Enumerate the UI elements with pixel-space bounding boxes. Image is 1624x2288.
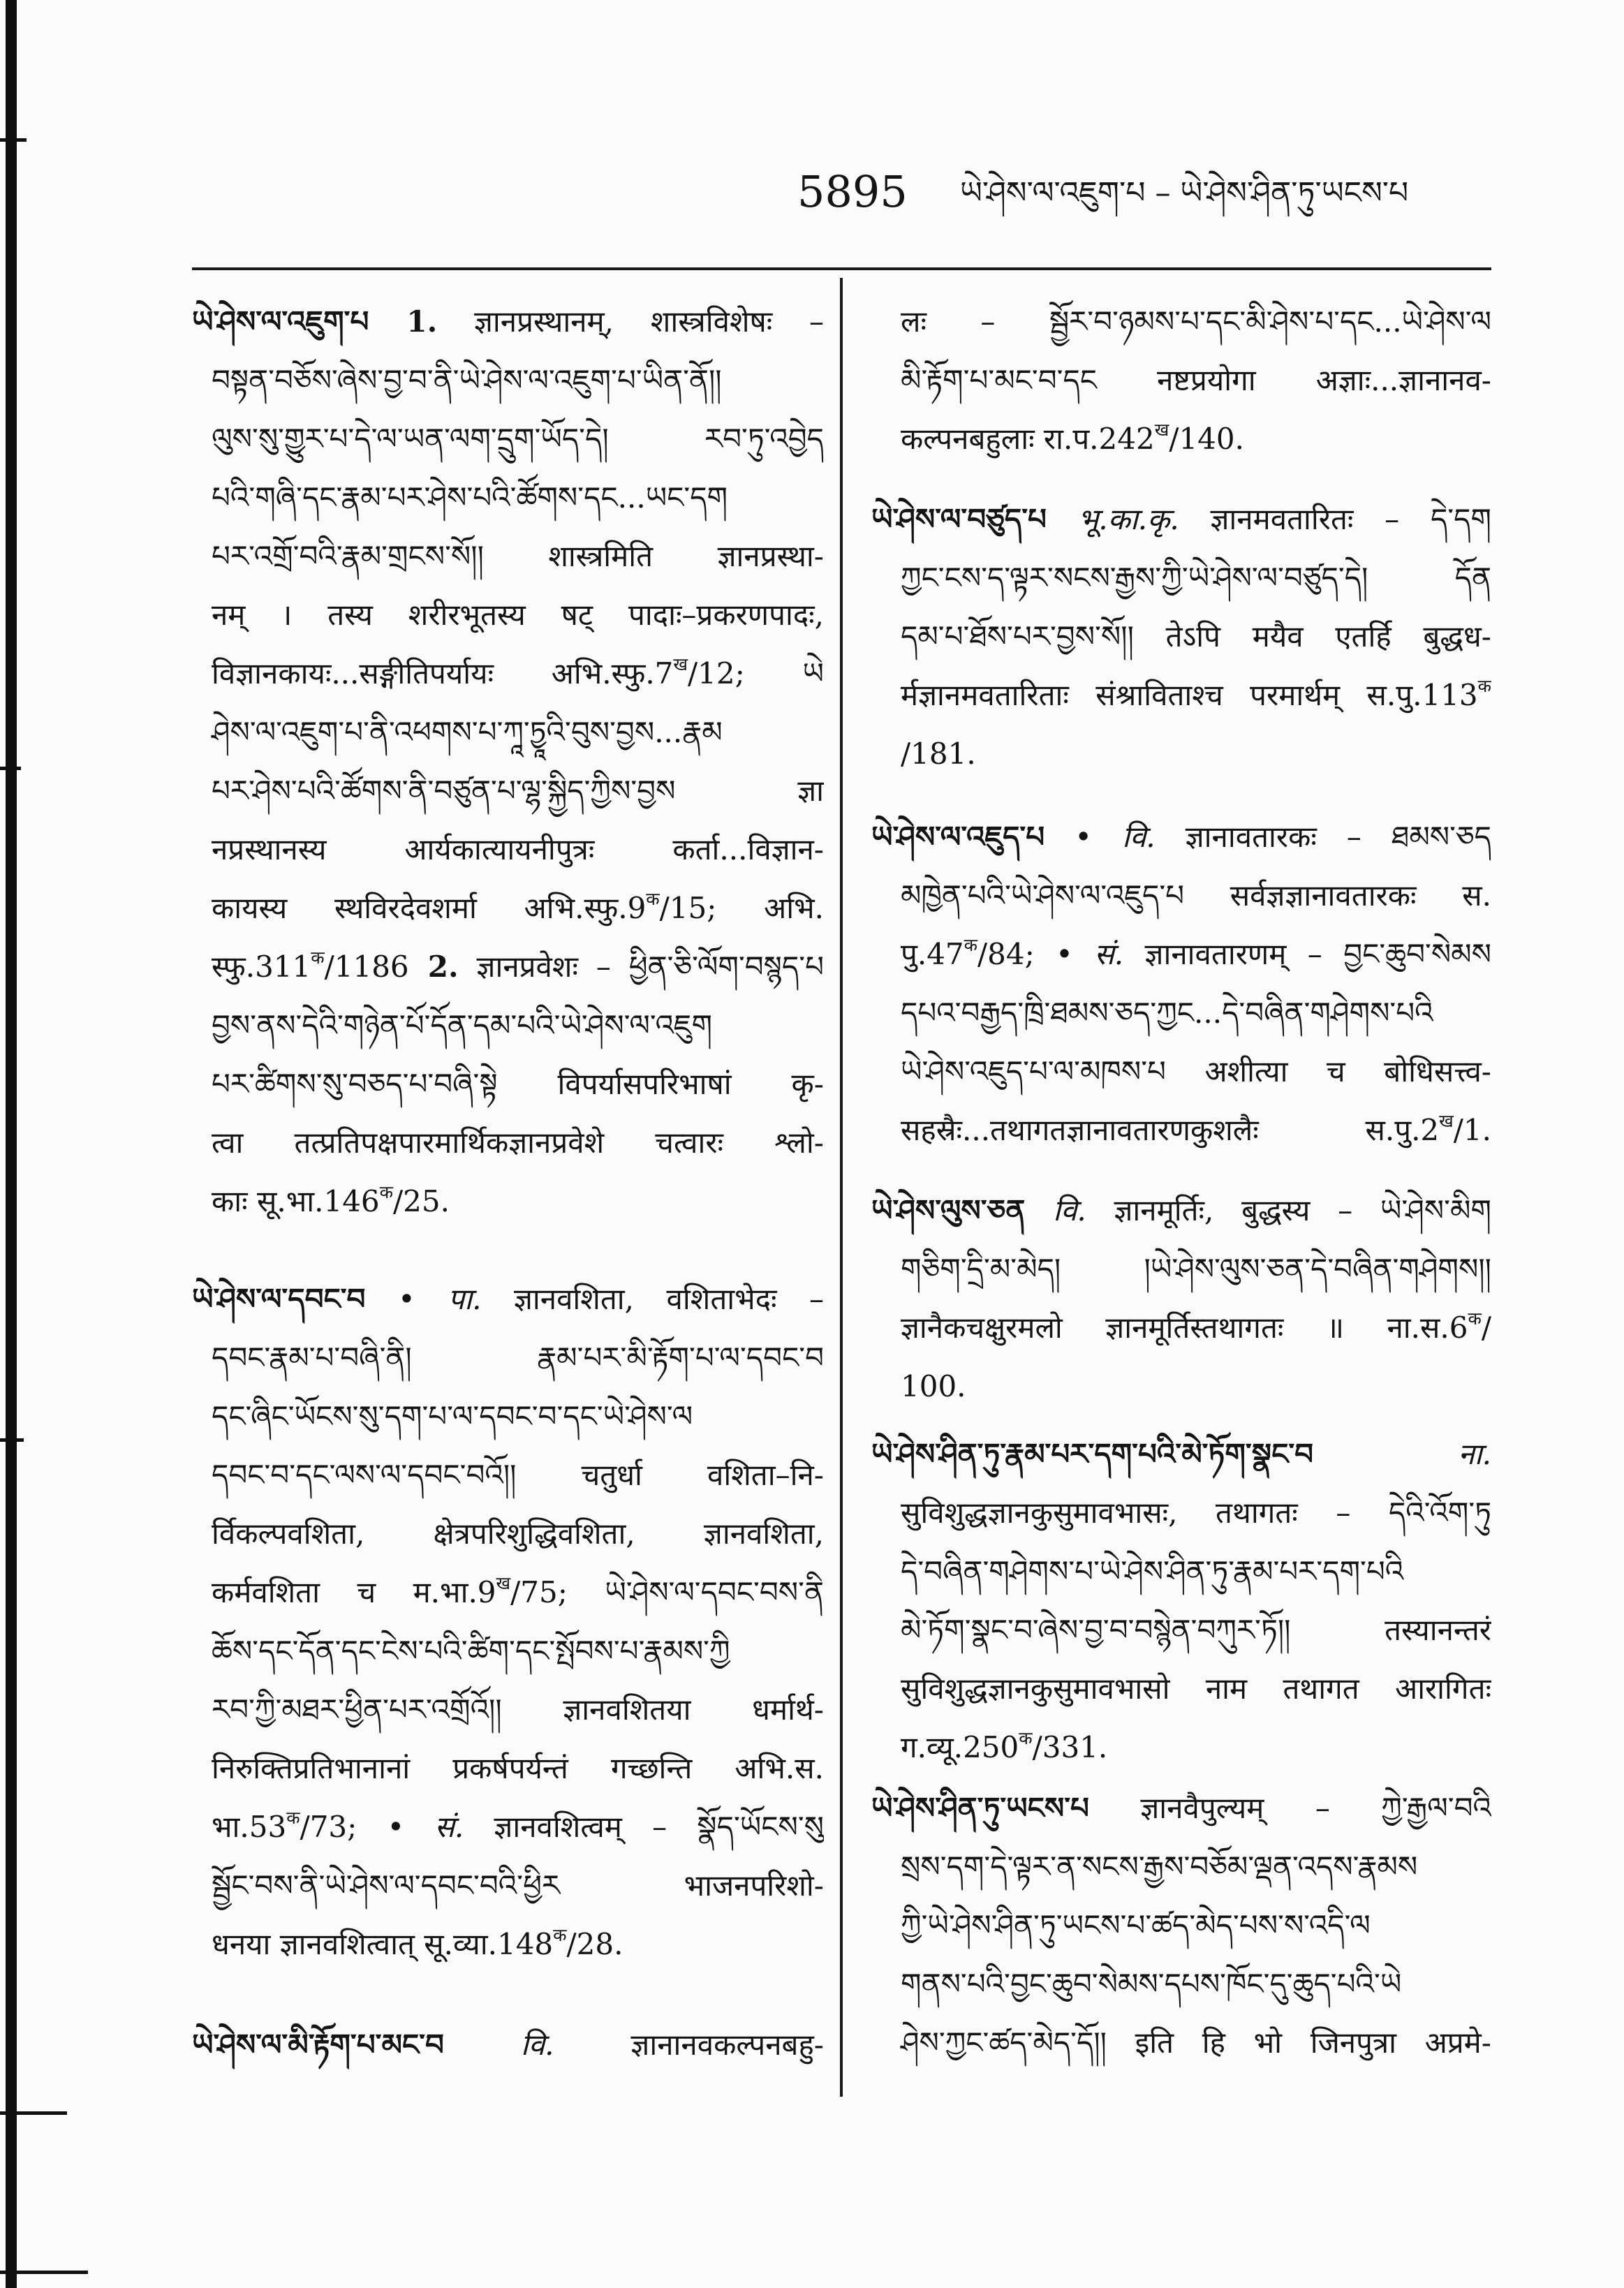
entry-text: कल्पनबहुलाः रा.प.242 bbox=[901, 422, 1155, 456]
entry-line bbox=[871, 293, 1491, 351]
entry-text: པར་འགྲོ་བའི་རྣམ་གྲངས་སོ།། शास्त्रमिति ज्ञानप्रस्था- bbox=[212, 539, 824, 573]
bullet: • bbox=[365, 1282, 415, 1316]
entry-text: མཁྱེན་པའི་ཡེ་ཤེས་ལ་འཇུད་པ सर्वज्ञज्ञानावतारकः स. bbox=[901, 878, 1491, 913]
entry-text: सुविशुद्धज्ञानकुसुमावभासः, तथागतः – དེའི་འོག་ཏུ bbox=[901, 1496, 1491, 1530]
entry-text: पु.47 bbox=[901, 937, 964, 971]
entry-text: ཀྱང་ངས་ད་ལྟར་སངས་རྒྱས་ཀྱི་ཡེ་ཤེས་ལ་བཙུད་དེ། དོན bbox=[901, 561, 1491, 595]
running-head: ཡེ་ཤེས་ལ་འཇུག་པ – ཡེ་ཤེས་ཤིན་ཏུ་ཡངས་པ bbox=[960, 175, 1409, 211]
folio-side: क bbox=[379, 1182, 393, 1203]
scan-mark bbox=[0, 1438, 24, 1442]
entry-text: र्विकल्पवशिता, क्षेत्रपरिशुद्धिवशिता, ज्ञानवशिता, bbox=[212, 1516, 824, 1551]
entry-line bbox=[871, 490, 1491, 549]
bullet: • bbox=[1044, 820, 1092, 854]
entry-text: ज्ञानानवकल्पनबहु- bbox=[554, 2028, 824, 2062]
entry-text: དབང་རྣམ་པ་བཞི་ནི། རྣམ་པར་མི་རྟོག་པ་ལ་དབང་བ bbox=[212, 1341, 824, 1375]
folio-side: क bbox=[553, 1925, 567, 1946]
entry-text: ज्ञानवैपुल्यम् – ཀྱེ་རྒྱལ་བའི bbox=[1088, 1791, 1491, 1825]
entry-line bbox=[192, 468, 824, 527]
entry-text: དཔའ་བརྒྱད་ཁྲི་ཐམས་ཅད་ཀྱང...དེ་བཞིན་གཤེགས་པའི bbox=[901, 996, 1433, 1030]
entry-line bbox=[192, 996, 824, 1055]
entry-line bbox=[871, 666, 1491, 725]
entry-line bbox=[871, 1601, 1491, 1660]
folio-side: ख bbox=[673, 654, 688, 675]
folio-side: ख bbox=[496, 1573, 511, 1594]
dictionary-entry bbox=[192, 1270, 824, 1974]
entry-line bbox=[871, 808, 1491, 866]
entry-line bbox=[192, 1055, 824, 1114]
entry-line bbox=[192, 1857, 824, 1915]
headword: ཡེ་ཤེས་ལ་འཇུག་པ bbox=[192, 304, 369, 339]
headword: ཡེ་ཤེས་ལུས་ཅན bbox=[871, 1193, 1026, 1227]
entry-text: ལུས་སུ་གྱུར་པ་དེ་ལ་ཡན་ལག་དྲུག་ཡོད་དེ། རབ་ཏུ་འབྱེད bbox=[212, 422, 824, 456]
entry-line bbox=[871, 925, 1491, 984]
scan-mark bbox=[0, 767, 21, 770]
entry-text: 100. bbox=[901, 1369, 966, 1403]
entry-line bbox=[871, 984, 1491, 1042]
entry-line bbox=[871, 1425, 1491, 1484]
sense-number: 2. bbox=[408, 950, 459, 984]
headword: ཡེ་ཤེས་ལ་འཇུད་པ bbox=[871, 820, 1045, 854]
grammar-label: वि. bbox=[443, 2028, 554, 2062]
grammar-label: ना. bbox=[1313, 1437, 1491, 1471]
entry-line bbox=[192, 703, 824, 762]
entry-text: सहस्रैः...तथागतज्ञानावतारणकुशलैः स.पु.2 bbox=[901, 1113, 1440, 1147]
entry-text: नप्रस्थानस्य आर्यकात्यायनीपुत्रः कर्ता...विज्ञान- bbox=[212, 832, 824, 866]
headword: ཡེ་ཤེས་ལ་བཙུད་པ bbox=[871, 502, 1047, 536]
entry-text: ཀྱི་ཡེ་ཤེས་ཤིན་ཏུ་ཡངས་པ་ཚད་མེད་པས་ས་འདི་ལ bbox=[901, 1908, 1371, 1942]
entry-text: /25. bbox=[393, 1184, 450, 1218]
folio-side: क bbox=[286, 1808, 300, 1829]
scan-mark bbox=[0, 2111, 67, 2115]
entry-line bbox=[192, 1505, 824, 1563]
entry-text: / bbox=[1481, 1311, 1491, 1345]
entry-text: ज्ञानमवतारितः – དེ་དག bbox=[1179, 502, 1491, 536]
entry-text: ज्ञानावतारणम् – བྱང་ཆུབ་སེམས bbox=[1123, 937, 1491, 971]
entry-text: ज्ञानप्रवेशः – ཕྱིན་ཅི་ལོག་བསྙད་པ bbox=[458, 950, 824, 984]
entry-line bbox=[192, 879, 824, 938]
entry-text: /181. bbox=[901, 737, 976, 771]
entry-text: /1186 bbox=[324, 950, 409, 984]
right-column bbox=[871, 0, 1491, 2288]
dictionary-entry bbox=[871, 490, 1491, 783]
entry-line bbox=[192, 938, 824, 996]
entry-text: धनया ज्ञानवशित्वात् सू.व्या.148 bbox=[212, 1927, 554, 1961]
headword: ཡེ་ཤེས་ཤིན་ཏུ་ཡངས་པ bbox=[871, 1791, 1089, 1825]
left-column bbox=[192, 0, 824, 2288]
entry-line bbox=[871, 1101, 1491, 1160]
entry-text: མི་རྟོག་པ་མང་བ་དང नष्टप्रयोगा अज्ञाः...ज्ञानानव- bbox=[901, 363, 1491, 397]
entry-text: ज्ञानवशित्वम् – སྣོད་ཡོངས་སུ bbox=[464, 1810, 824, 1844]
entry-line bbox=[871, 1181, 1491, 1240]
entry-line bbox=[871, 1660, 1491, 1718]
entry-line bbox=[192, 586, 824, 644]
entry-line bbox=[871, 1838, 1491, 1896]
entry-line bbox=[192, 1563, 824, 1622]
column-divider bbox=[840, 278, 843, 2097]
entry-line bbox=[871, 549, 1491, 607]
page-number: 5895 bbox=[797, 166, 908, 217]
entry-text: དང་ཞིང་ཡོངས་སུ་དག་པ་ལ་དབང་བ་དང་ཡེ་ཤེས་ལ bbox=[212, 1399, 693, 1433]
headword: ཡེ་ཤེས་ལ་མི་རྟོག་པ་མང་བ bbox=[192, 2028, 444, 2062]
entry-text: པའི་གཞི་དང་རྣམ་པར་ཤེས་པའི་ཚོགས་དང...ཡང་དག bbox=[212, 480, 728, 515]
entry-line bbox=[192, 351, 824, 410]
entry-text: निरुक्तिप्रतिभानानां प्रकर्षपर्यन्तं गच्छन्ति अभि.स. bbox=[212, 1751, 824, 1785]
entry-text: /140. bbox=[1169, 422, 1244, 456]
dictionary-entry bbox=[871, 1779, 1491, 2072]
entry-text: सुविशुद्धज्ञानकुसुमावभासो नाम तथागत आरागितः bbox=[901, 1671, 1491, 1706]
entry-text: དམ་པ་ཐོས་པར་བྱས་སོ།། तेऽपि मयैव एतर्हि बुद्धध- bbox=[901, 619, 1491, 654]
entry-line bbox=[192, 1172, 824, 1231]
entry-line bbox=[871, 1240, 1491, 1299]
entry-line bbox=[871, 1896, 1491, 1955]
folio-side: क bbox=[646, 889, 660, 910]
entry-text: ཆོས་དང་དོན་དང་ངེས་པའི་ཚིག་དང་སྤོབས་པ་རྣམས་ཀྱི bbox=[212, 1634, 730, 1668]
entry-line bbox=[192, 1387, 824, 1446]
entry-line bbox=[871, 1357, 1491, 1416]
entry-text: /75; ཡེ་ཤེས་ལ་དབང་བས་ནི bbox=[510, 1575, 824, 1609]
entry-line bbox=[871, 1484, 1491, 1542]
entry-line bbox=[192, 820, 824, 879]
entry-line bbox=[192, 644, 824, 703]
entry-text: /15; अभि. bbox=[659, 891, 824, 925]
entry-line bbox=[192, 527, 824, 586]
entry-line bbox=[871, 1955, 1491, 2014]
entry-text: स्फु.311 bbox=[212, 950, 311, 984]
entry-text: र्मज्ञानमवतारिताः संश्राविताश्च परमार्थम् स.पु.113 bbox=[901, 678, 1478, 712]
folio-side: क bbox=[311, 947, 325, 968]
entry-text: པར་ཤེས་པའི་ཚོགས་ནི་བཙུན་པ་ལྷ་སྐྱིད་ཀྱིས་བྱས ज्ञा bbox=[212, 774, 824, 808]
entry-line bbox=[871, 351, 1491, 410]
entry-text: ཡེ་ཤེས་འཇུད་པ་ལ་མཁས་པ अशीत्या च बोधिसत्त्व- bbox=[901, 1054, 1491, 1088]
entry-line bbox=[192, 1446, 824, 1505]
entry-line bbox=[192, 410, 824, 468]
dictionary-entry bbox=[192, 293, 824, 1231]
dictionary-entry bbox=[871, 808, 1491, 1160]
headword: ཡེ་ཤེས་ལ་དབང་བ bbox=[192, 1282, 366, 1316]
entry-text: ཤེས་ཀྱང་ཚད་མེད་དོ།། इति हि भो जिनपुत्रा अप्रमे- bbox=[901, 2025, 1491, 2060]
folio-side: क bbox=[1468, 1308, 1482, 1329]
entry-line bbox=[871, 866, 1491, 925]
entry-text: विज्ञानकायः...सङ्गीतिपर्यायः अभि.स्फु.7 bbox=[212, 656, 674, 691]
entry-text: དབང་བ་དང་ལས་ལ་དབང་བའོ།། चतुर्धा वशिता–नि- bbox=[212, 1458, 824, 1492]
entry-text: དེ་བཞིན་གཤེགས་པ་ཡེ་ཤེས་ཤིན་ཏུ་རྣམ་པར་དག་པའི bbox=[901, 1554, 1404, 1588]
entry-line bbox=[871, 607, 1491, 666]
grammar-label: वि. bbox=[1092, 820, 1156, 854]
entry-text: ज्ञानावतारकः – ཐམས་ཅད bbox=[1155, 820, 1491, 854]
folio-side: क bbox=[1477, 676, 1491, 697]
entry-text: བསྟན་བཅོས་ཞེས་བྱ་བ་ནི་ཡེ་ཤེས་ལ་འཇུག་པ་ཡིན་ནོ།། bbox=[212, 363, 722, 397]
entry-text: གཅིག་དྲི་མ་མེད། །ཡེ་ཤེས་ལུས་ཅན་དེ་བཞིན་གཤེགས།། bbox=[901, 1252, 1491, 1286]
entry-text: མེ་ཏོག་སྣང་བ་ཞེས་བྱ་བ་བསྙེན་བཀུར་ཏོ།། तस्यानन्तरं bbox=[901, 1613, 1491, 1647]
entry-line bbox=[192, 1114, 824, 1172]
entry-text: ज्ञानमूर्तिः, बुद्धस्य – ཡེ་ཤེས་མིག bbox=[1086, 1193, 1491, 1227]
entry-text: कर्मवशिता च म.भा.9 bbox=[212, 1575, 496, 1609]
entry-text: ज्ञानैकचक्षुरमलो ज्ञानमूर्तिस्तथागतः ॥ ना.स.6 bbox=[901, 1311, 1468, 1345]
entry-line bbox=[192, 293, 824, 351]
entry-line bbox=[871, 725, 1491, 783]
bullet: /73; • bbox=[300, 1810, 405, 1844]
entry-line bbox=[192, 1681, 824, 1739]
grammar-label: वि. bbox=[1025, 1193, 1086, 1227]
entry-line bbox=[871, 1299, 1491, 1357]
entry-line bbox=[871, 410, 1491, 468]
grammar-label: पा. bbox=[415, 1282, 482, 1316]
dictionary-entry bbox=[871, 1181, 1491, 1416]
entry-text: བྱས་ནས་དེའི་གཉེན་པོ་དོན་དམ་པའི་ཡེ་ཤེས་ལ་འཇུག bbox=[212, 1008, 713, 1042]
dictionary-entry bbox=[192, 2016, 824, 2074]
grammar-label: सं. bbox=[404, 1810, 464, 1844]
entry-text: པར་ཚིགས་སུ་བཅད་པ་བཞི་སྟེ विपर्यासपरिभाषां कृ- bbox=[212, 1067, 824, 1101]
entry-text: काः सू.भा.146 bbox=[212, 1184, 380, 1218]
entry-text: སྲས་དག་དེ་ལྟར་ན་སངས་རྒྱས་བཅོམ་ལྡན་འདས་རྣམས bbox=[901, 1850, 1418, 1884]
folio-side: ख bbox=[1154, 420, 1169, 441]
folio-side: ख bbox=[1439, 1111, 1454, 1132]
entry-text: ज्ञानप्रस्थानम्, शास्त्रविशेषः – bbox=[437, 304, 824, 339]
entry-line bbox=[192, 762, 824, 820]
entry-text: नम् । तस्य शरीरभूतस्य षट् पादाः–प्रकरणपादः, bbox=[212, 598, 824, 632]
bullet: /84; • bbox=[977, 937, 1073, 971]
dictionary-entry-continued bbox=[871, 293, 1491, 468]
entry-text: གནས་པའི་བྱང་ཆུབ་སེམས་དཔས་ཁོང་དུ་ཆུད་པའི་ཡེ bbox=[901, 1967, 1402, 2001]
headword: ཡེ་ཤེས་ཤིན་ཏུ་རྣམ་པར་དག་པའི་མེ་ཏོག་སྣང་བ bbox=[871, 1437, 1314, 1471]
entry-line bbox=[871, 1542, 1491, 1601]
scan-mark bbox=[0, 2271, 88, 2274]
sense-number: 1. bbox=[369, 304, 438, 339]
grammar-label: भू.का.कृ. bbox=[1046, 502, 1179, 536]
entry-text: /1. bbox=[1453, 1113, 1491, 1147]
entry-line bbox=[192, 1798, 824, 1857]
entry-text: /28. bbox=[566, 1927, 623, 1961]
entry-line bbox=[192, 1739, 824, 1798]
entry-line bbox=[192, 1915, 824, 1974]
entry-line bbox=[871, 1718, 1491, 1777]
entry-line bbox=[192, 1270, 824, 1329]
entry-text: ཤེས་ལ་འཇུག་པ་ནི་འཕགས་པ་ཀཱ་ཏྱཱའི་བུས་བྱས...རྣམ bbox=[212, 715, 723, 749]
entry-line bbox=[871, 2014, 1491, 2072]
entry-text: त्वा तत्प्रतिपक्षपारमार्थिकज्ञानप्रवेशे चत्वारः श्लो- bbox=[212, 1125, 824, 1160]
entry-text: ग.व्यू.250 bbox=[901, 1730, 1019, 1764]
entry-text: ज्ञानवशिता, वशिताभेदः – bbox=[481, 1282, 824, 1316]
entry-line bbox=[192, 1622, 824, 1681]
scan-edge bbox=[6, 0, 17, 2288]
dictionary-entry bbox=[871, 1425, 1491, 1777]
entry-text: भा.53 bbox=[212, 1810, 287, 1844]
folio-side: क bbox=[1019, 1728, 1033, 1749]
scan-mark bbox=[0, 138, 27, 142]
entry-text: लः – སྦྱོར་བ་ཉམས་པ་དང་མི་ཤེས་པ་དང...ཡེ་ཤེས་ལ bbox=[901, 304, 1491, 339]
folio-side: क bbox=[964, 935, 978, 956]
entry-text: /331. bbox=[1032, 1730, 1108, 1764]
entry-line bbox=[871, 1042, 1491, 1101]
entry-text: རབ་ཀྱི་མཐར་ཕྱིན་པར་འགྲོའོ།། ज्ञानवशितया धर्मार्थ- bbox=[212, 1692, 824, 1727]
grammar-label: सं. bbox=[1072, 937, 1124, 971]
entry-text: कायस्य स्थविरदेवशर्मा अभि.स्फु.9 bbox=[212, 891, 647, 925]
entry-text: /12; ཡེ bbox=[688, 656, 824, 691]
entry-text: སྦྱོང་བས་ནི་ཡེ་ཤེས་ལ་དབང་བའི་ཕྱིར भाजनपरिशो- bbox=[212, 1868, 824, 1903]
entry-line bbox=[871, 1779, 1491, 1838]
entry-line bbox=[192, 2016, 824, 2074]
entry-line bbox=[192, 1329, 824, 1387]
